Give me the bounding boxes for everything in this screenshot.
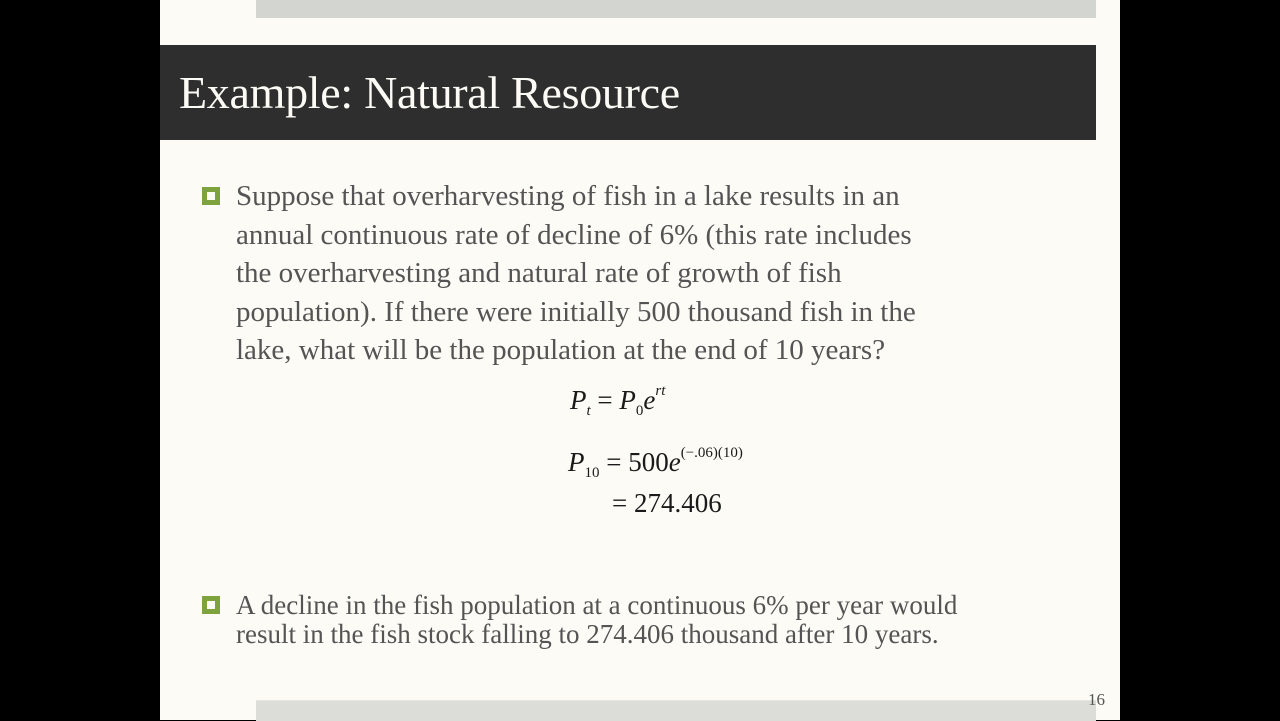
bottom-decor-bar (256, 700, 1096, 721)
eq-subscript: 10 (584, 465, 600, 481)
square-bullet-icon (202, 187, 220, 205)
eq-symbol: P (568, 447, 585, 477)
bullet-line: the overharvesting and natural rate of growth of fish (236, 257, 842, 289)
bullet-line: result in the fish stock falling to 274.406 thousand after 10 years. (236, 619, 939, 649)
eq-result-value: = 274.406 (612, 488, 722, 518)
eq-symbol: P (619, 385, 636, 415)
eq-base: e (643, 385, 656, 415)
bullet-line: lake, what will be the population at the end of 10 years? (236, 334, 886, 366)
square-bullet-icon (202, 596, 220, 614)
equation-substituted (568, 445, 743, 482)
eq-subscript: t (586, 403, 591, 419)
bullet-line: annual continuous rate of decline of 6% (this rate includes (236, 218, 912, 251)
eq-subscript: 0 (635, 403, 644, 419)
top-decor-bar (256, 0, 1096, 18)
bullet-answer (236, 591, 1116, 649)
eq-exponent: (−.06)(10) (680, 445, 743, 461)
slide-title: Example: Natural Resource (179, 67, 680, 118)
bullet-line: Suppose that overharvesting of fish in a lake results in an (236, 180, 900, 212)
page-number: 16 (1088, 690, 1105, 709)
slide (160, 0, 1120, 720)
bullet-line: population). If there were initially 500 thousand fish in the (236, 295, 916, 328)
eq-exponent: rt (655, 383, 666, 399)
eq-sign: = (590, 385, 620, 415)
eq-coefficient: 500 (628, 447, 669, 477)
eq-symbol: P (570, 385, 587, 415)
bullet-line: A decline in the fish population at a continuous 6% per year would (236, 590, 958, 620)
title-bar (160, 45, 1096, 140)
eq-sign: = (599, 447, 629, 477)
eq-base: e (668, 447, 681, 477)
equation-general (570, 383, 665, 420)
equation-result (612, 488, 722, 519)
bullet-question (236, 177, 1066, 370)
